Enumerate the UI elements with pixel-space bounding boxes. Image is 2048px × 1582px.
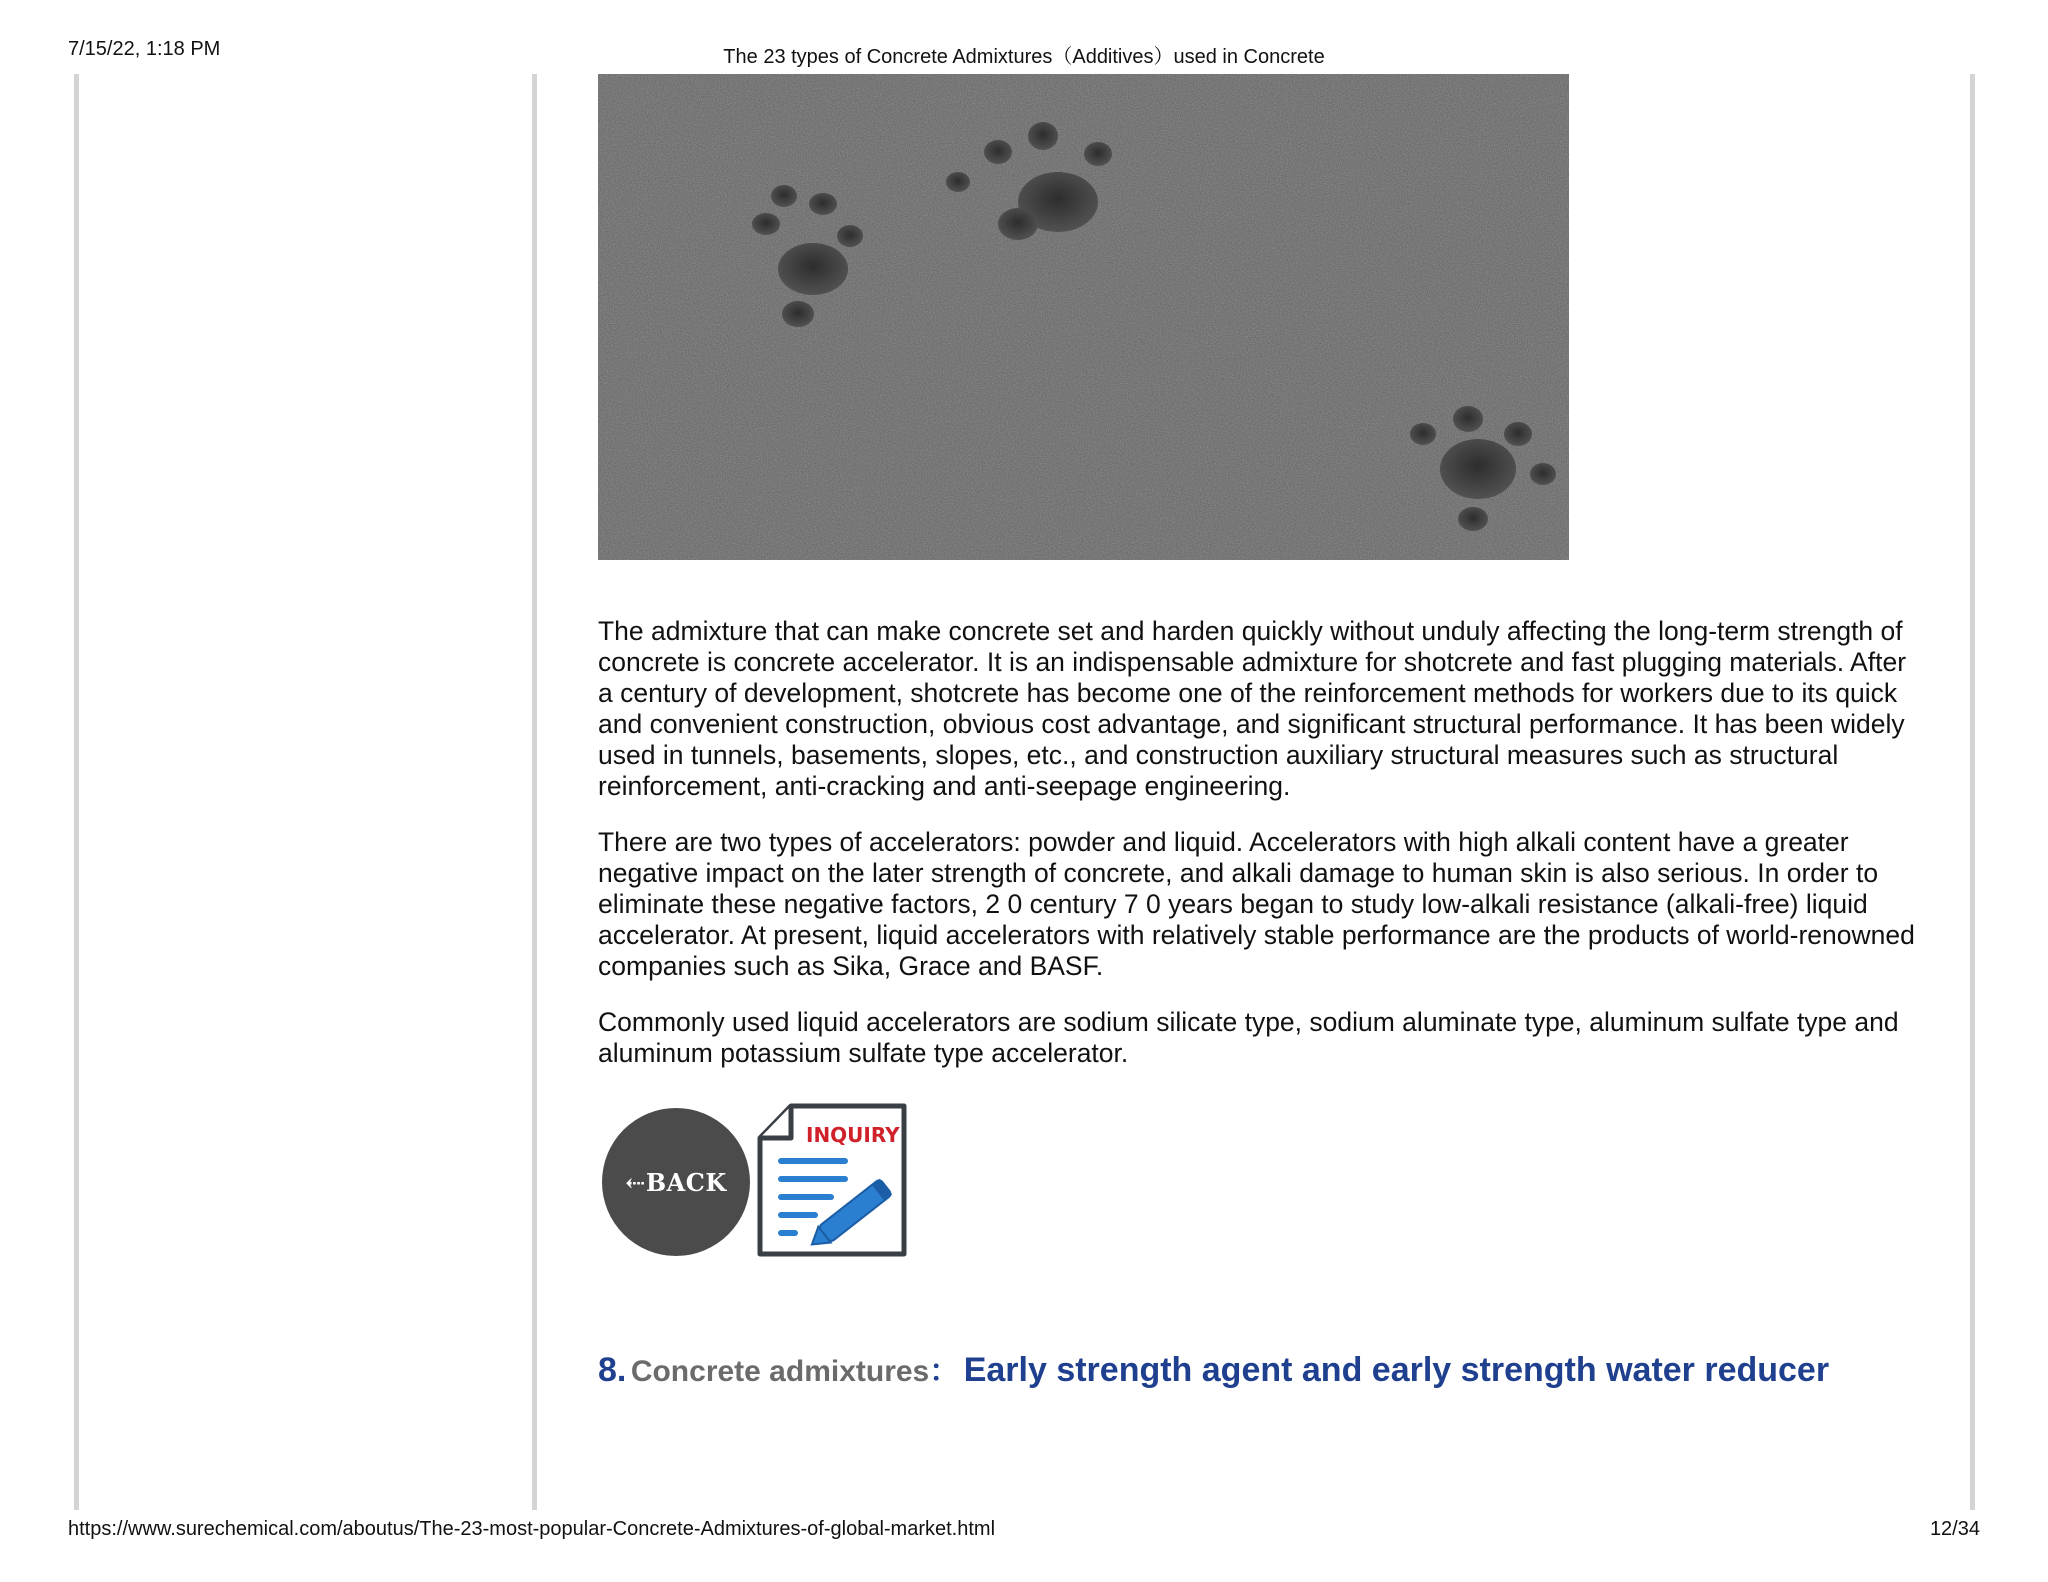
- section-title: Early strength agent and early strength water reducer: [963, 1351, 1830, 1389]
- column-divider-middle: [532, 74, 537, 1510]
- paragraph-liquid-accelerators: Commonly used liquid accelerators are sodium silicate type, sodium aluminate type, aluminum sulfate type and aluminum potassium sulfate type accelerator.: [598, 1007, 1899, 1068]
- section-number: 8.: [598, 1351, 627, 1389]
- paragraph-accelerator-definition: The admixture that can make concrete set and harden quickly without unduly affecting the long-term strength of concrete is concrete accelerator. It is an indispensable admixture for shotcrete and fast plugging materials. After a century of development, shotcrete has become one of the reinforcement methods for workers due to its quick and convenient construction, obvious cost advantage, and significant structural performance. It has been widely used in tunnels, basements, slopes, etc., and construction auxiliary structural measures such as structural reinforcement, anti-cracking and anti-seepage engineering.: [598, 616, 1907, 801]
- print-page-title: The 23 types of Concrete Admixtures（Additives）used in Concrete: [723, 46, 1325, 68]
- print-url: https://www.surechemical.com/aboutus/The-23-most-popular-Concrete-Admixtures-of-global-market.html: [68, 1518, 996, 1540]
- back-label: BACK: [645, 1167, 727, 1197]
- inquiry-document-icon: [756, 1100, 916, 1260]
- article-body: [598, 616, 1918, 1094]
- back-button[interactable]: [602, 1108, 750, 1256]
- inquiry-button[interactable]: [756, 1100, 916, 1260]
- print-page-number: 12/34: [1929, 1518, 1980, 1540]
- section-heading: [598, 1346, 1829, 1390]
- back-arrow-icon: ⇠: [625, 1167, 646, 1197]
- action-buttons: [598, 1100, 928, 1260]
- print-date: 7/15/22, 1:18 PM: [68, 38, 221, 60]
- paragraph-accelerator-types: There are two types of accelerators: powder and liquid. Accelerators with high alkali content have a greater negative impact on the later strength of concrete, and alkali damage to human skin is also serious. In order to eliminate these negative factors, 2 0 century 7 0 years began to study low-alkali resistance (alkali-free) liquid accelerator. At present, liquid accelerators with relatively stable performance are the products of world-renowned companies such as Sika, Grace and BASF.: [598, 827, 1915, 981]
- paw-prints-photo: [598, 74, 1569, 560]
- section-prefix: Concrete admixtures: [630, 1355, 930, 1388]
- column-divider-left: [74, 74, 79, 1510]
- inquiry-label: INQUIRY: [806, 1123, 900, 1147]
- paw-prints-image: [598, 74, 1569, 560]
- section-separator: ：: [929, 1355, 960, 1388]
- column-divider-right: [1970, 74, 1975, 1510]
